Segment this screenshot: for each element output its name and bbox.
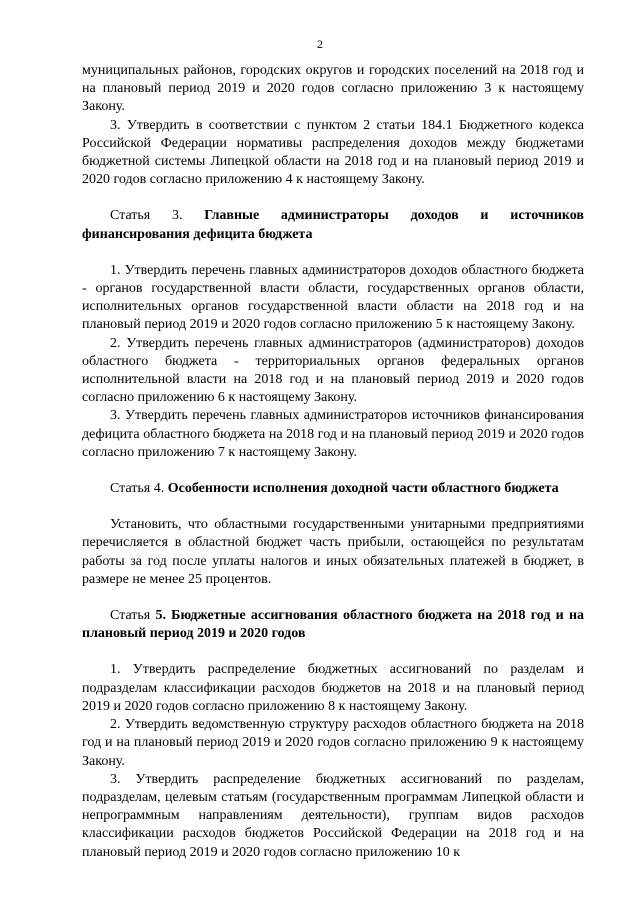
paragraph: 1. Утвердить распределение бюджетных ассигнований по разделам и подразделам классификации расходов бюджетов на 2018 и на плановый период 2019 и 2020 годов согласно приложению 8 к настоящему Закону. — [82, 662, 584, 714]
document-body — [82, 62, 584, 862]
article-4-prefix: Статья 4. — [110, 481, 165, 497]
paragraph: 3. Утвердить распределение бюджетных ассигнований по разделам, подразделам, целевым статьям (государственным программам Липецкой области и непрограммным направлениям деятельности), группам видов расходов классификации расходов бюджетов Российской Федерации на 2018 год и на плановый период 2019 и 2020 годов согласно приложению 10 к — [82, 771, 584, 860]
article-3-prefix: Статья 3. — [110, 208, 183, 224]
page-number: 2 — [317, 37, 323, 51]
paragraph: 2. Утвердить перечень главных администраторов (администраторов) доходов областного бюджета - территориальных органов федеральных органов исполнительной власти на 2018 год и на плановый период 2019 и 2020 годов согласно приложению 6 к настоящему Закону. — [82, 335, 584, 406]
article-5-title: 5. Бюджетные ассигнования областного бюджета на 2018 год и на плановый период 2019 и 2020 годов — [82, 608, 585, 642]
article-3-title: Главные администраторы доходов и источников финансирования дефицита бюджета — [82, 208, 584, 242]
paragraph: 1. Утвердить перечень главных администраторов доходов областного бюджета - органов государственной власти области, государственных органов области, исполнительных органов государственной власти области на 2018 год и на плановый период 2019 и 2020 годов согласно приложению 5 к настоящему Закону. — [82, 262, 584, 333]
paragraph: 3. Утвердить в соответствии с пунктом 2 статьи 184.1 Бюджетного кодекса Российской Федерации нормативы распределения доходов между бюджетами бюджетной системы Липецкой области на 2018 год и на плановый период 2019 и 2020 годов согласно приложению 4 к настоящему Закону. — [82, 117, 584, 188]
paragraph-continuation: муниципальных районов, городских округов и городских поселений на 2018 год и на плановый период 2019 и 2020 годов согласно приложению 3 к настоящему Закону. — [82, 63, 584, 115]
article-5-prefix: Статья — [110, 608, 151, 624]
paragraph: Установить, что областными государственными унитарными предприятиями перечисляется в областной бюджет часть прибыли, остающейся по результатам работы за год после уплаты налогов и иных обязательных платежей в бюджет, в размере не менее 25 процентов. — [82, 517, 584, 587]
article-5-heading — [82, 607, 584, 643]
article-3-heading — [82, 207, 584, 243]
paragraph: 2. Утвердить ведомственную структуру расходов областного бюджета на 2018 год и на плановый период 2019 и 2020 годов согласно приложению 9 к настоящему Закону. — [82, 717, 584, 769]
article-4-title: Особенности исполнения доходной части областного бюджета — [167, 481, 559, 497]
article-4-heading — [82, 480, 584, 498]
paragraph: 3. Утвердить перечень главных администраторов источников финансирования дефицита областного бюджета на 2018 год и на плановый период 2019 и 2020 годов согласно приложению 7 к настоящему Закону. — [82, 408, 584, 460]
